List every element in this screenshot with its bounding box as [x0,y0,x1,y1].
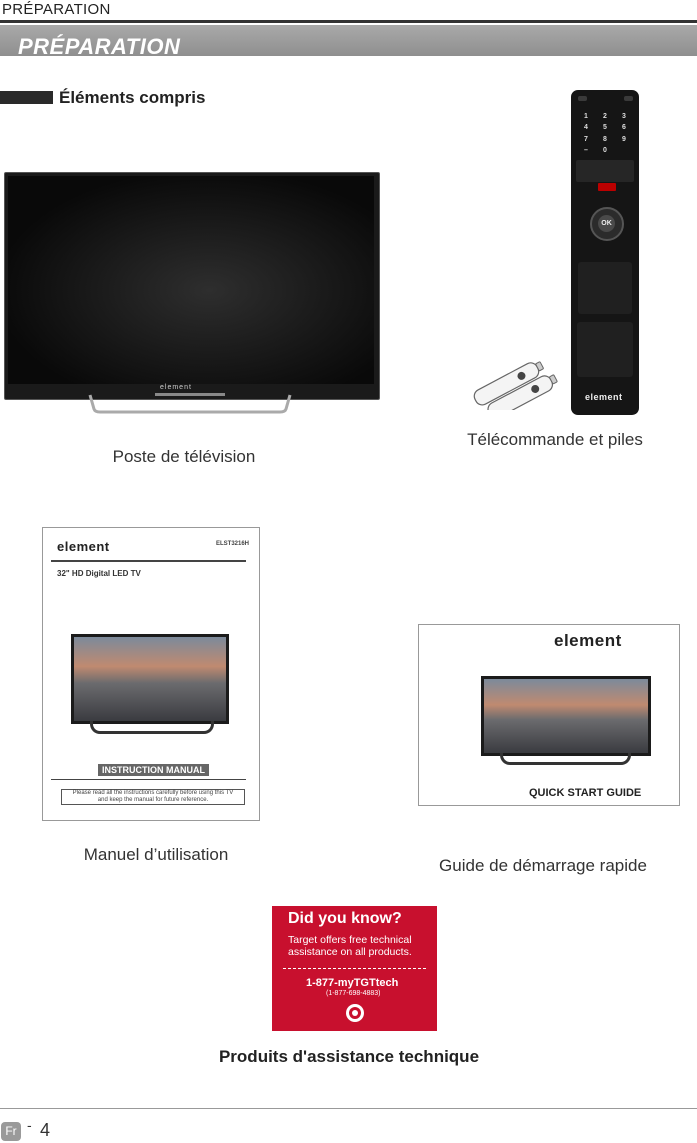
support-line2: assistance on all products. [288,946,412,958]
manual-label: INSTRUCTION MANUAL [98,764,209,776]
remote-key-7: 7 [584,136,588,143]
remote-app-button-red [598,183,616,191]
manual-tv-image [71,634,229,724]
target-logo-icon [344,1002,366,1024]
support-heading: Did you know? [288,910,402,927]
input-button-icon [624,96,633,101]
tv-screen [8,176,374,384]
remote-key-4: 4 [584,124,588,131]
footer-separator: - [27,1117,32,1133]
remote-key-6: 6 [622,124,626,131]
qsg-tv-image [481,676,651,756]
header-rule [0,20,697,23]
support-line1: Target offers free technical [288,934,412,946]
remote-key-9: 9 [622,136,626,143]
section-title: Éléments compris [59,88,206,107]
running-header: PRÉPARATION [2,1,111,18]
remote-key-0: 0 [603,147,607,154]
tv-logo: element [160,384,192,391]
support-phone-digits: (1-877-698-4883) [326,990,381,997]
manual-notice-line1: Please read all the instructions carefully before using this TV [72,790,234,796]
tv-caption: Poste de télévision [112,447,256,466]
manual-tv-stand [90,721,214,734]
footer-rule [0,1108,697,1109]
qsg-tv-stand [500,753,631,765]
manual-model: ELST3216H [216,541,250,547]
manual-subtitle: 32" HD Digital LED TV [57,569,141,578]
remote-key-5: 5 [603,124,607,131]
remote-app-buttons [576,160,634,182]
qsg-caption: Guide de démarrage rapide [439,856,647,875]
remote-key-dash: – [584,147,588,154]
remote-caption: Télécommande et piles [467,430,643,449]
batteries-icon [465,360,570,410]
remote-key-3: 3 [622,113,626,120]
banner-title: PRÉPARATION [18,34,181,59]
manual-notice [61,789,245,805]
page-number: 4 [40,1120,51,1140]
qsg-label: QUICK START GUIDE [529,787,642,799]
remote-key-2: 2 [603,113,607,120]
remote-function-block [577,322,633,377]
manual-notice-line2: and keep the manual for future reference. [97,797,209,803]
remote-key-8: 8 [603,136,607,143]
remote-key-1: 1 [584,113,588,120]
remote-volume-channel-block [578,262,632,314]
qsg-brand-logo: element [554,631,622,650]
support-divider [283,968,426,969]
power-button-icon [578,96,587,101]
remote-ok-button: OK [598,215,615,232]
manual-brand-logo: element [57,539,110,554]
support-caption: Produits d'assistance technique [218,1047,480,1066]
manual-rule [51,560,246,562]
remote-logo: element [585,392,623,402]
manual-caption: Manuel d’utilisation [83,845,229,864]
section-marker [0,91,53,104]
support-phone: 1-877-myTGTtech [306,977,399,989]
manual-rule-bottom [51,779,246,780]
language-badge: Fr [1,1122,21,1141]
tv-stand-icon [80,393,300,415]
